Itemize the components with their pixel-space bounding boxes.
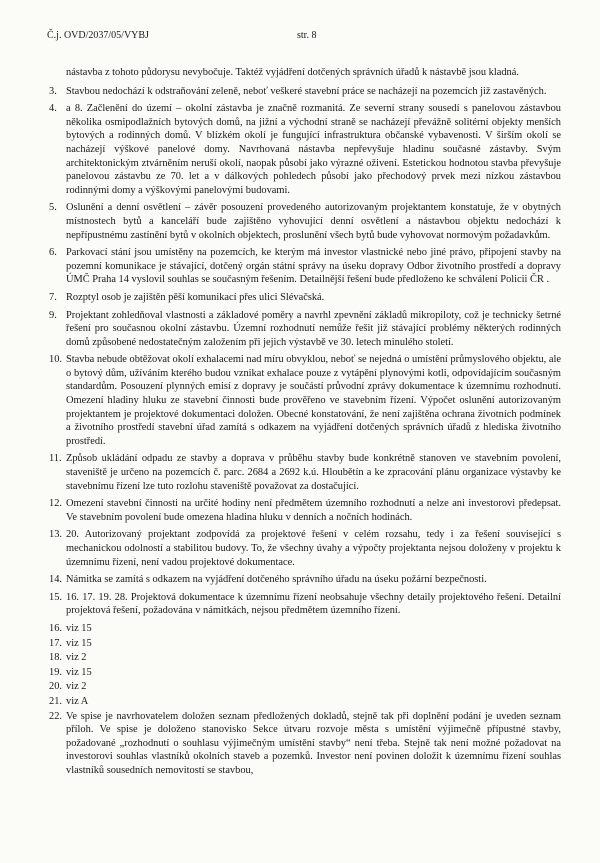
- list-item: [49, 637, 561, 651]
- list-item: [49, 291, 561, 305]
- list-item: [49, 309, 561, 350]
- list-item: [49, 591, 561, 618]
- item-number: 6.: [49, 247, 57, 259]
- item-text: Ve spise je navrhovatelem doložen seznam předložených dokladů, stejně tak při doplnění podání je uveden seznam příloh. Ve spise je doloženo stanovisko Sekce útvaru rozvoje města s umístění výjimečně přípustné stavby, požadované „rozhodnutí o souhlasu výjimečným umístění stavby“ není třeba. Stejně tak není možné požadovat na investorovi souhlas vlastníků okolních staveb a pozemků. Investor není povinen doložit k územnímu řízení souhlas vlastníků sousedních nemovitostí se stavbou,: [66, 710, 561, 776]
- item-text: viz 15: [66, 637, 92, 649]
- list-item: [49, 622, 561, 636]
- item-number: 13.: [49, 529, 62, 541]
- item-number: 12.: [49, 498, 62, 510]
- item-text: Stavba nebude obtěžovat okolí exhalacemi nad míru obvyklou, neboť se nejedná o umístění průmyslového objektu, ale o bytový dům, užíváním kterého budou vznikat exhalace pouze z vytápění plynovými kotli, odpovídajícím současným standardům. Posouzení plynných emisí z dopravy je součástí průvodní zprávy dokumentace k územnímu rozhodnutí. Omezení hladiny hluku ze stavební činnosti bude prověřeno ve stavebním řízení. Výpočet oslunění autorizovaným projektantem je projektové dokumentaci doložen. Obecné konstatování, že není zajištěna ochrana životních podmínek a životního prostředí stavební úřad zamítá s odkazem na vyjádření dotčených správních úřadů z hlediska životního prostředí.: [66, 354, 561, 447]
- list-item: [49, 651, 561, 665]
- item-text: viz 2: [66, 652, 87, 664]
- item-number: 15.: [49, 591, 62, 603]
- list-item: [49, 710, 561, 778]
- item-text: Omezení stavební činnosti na určité hodiny není předmětem územního rozhodnutí a nelze ani investorovi předepsat. Ve stavebním povolení bude omezena hladina hluku v denních a nočních hodinách.: [66, 498, 561, 523]
- item-text: Projektant zohledňoval vlastnosti a základové poměry a navrhl zpevnění základů mikropiloty, což je technicky šetrné řešení pro současnou okolní zástavbu. Územní rozhodnutí nemůže řešit již stávající problémy některých rodinných domů způsobené nedostatečným založením při jejich výstavbě ve 30. letech minulého století.: [66, 309, 561, 348]
- item-text: Rozptyl osob je zajištěn pěší komunikací přes ulici Slévačská.: [66, 291, 325, 303]
- item-text: Parkovací stání jsou umístěny na pozemcích, ke kterým má investor vlastnické nebo jiné právo, připojení stavby na pozemní komunikace je stávající, dotčený orgán státní správy na úseku dopravy Odbor životního prostředí a dopravy ÚMČ Praha 14 vyslovil souhlas se současným řešením. Detailnější řešení bude předloženo ke schválení Policii ČR .: [66, 247, 561, 286]
- list-item: [49, 695, 561, 709]
- item-text: 20. Autorizovaný projektant zodpovídá za projektové řešení v celém rozsahu, tedy i za řešení související s mechanickou odolností a stabilitou budovy. To, že všechny úvahy a výpočty projektanta nejsou doloženy v projektu k územnímu řízení, není vadou projektové dokumentace.: [66, 529, 561, 568]
- item-text: Způsob ukládání odpadu ze stavby a doprava v průběhu stavby bude konkrétně stanoven ve stavebním povolení, staveniště je určeno na pozemcích č. parc. 2684 a 2692 k.ú. Hloubětín a ke zpracování plánu organizace výstavby ke stavebnímu řízení lze tuto rozlohu staveniště považovat za dostačující.: [66, 453, 561, 492]
- item-number: 19.: [49, 666, 62, 678]
- item-number: 3.: [49, 85, 57, 97]
- list-item: [49, 201, 561, 242]
- item-text: Námitka se zamítá s odkazem na vyjádření dotčeného správního úřadu na úseku požární bezpečnosti.: [66, 574, 487, 586]
- item-text: viz A: [66, 695, 89, 707]
- list-item: [49, 246, 561, 287]
- item-text: 16. 17. 19. 28. Projektová dokumentace k územnímu řízení neobsahuje všechny detaily projektového řešení. Detailní projektová řešení, požadována v námitkách, nejsou předmětem územního řízení.: [66, 591, 561, 617]
- list-item: [49, 666, 561, 680]
- item-text: viz 15: [66, 622, 92, 634]
- list-item: [49, 102, 561, 197]
- item-text: a 8. Začlenění do území – okolní zástavba je značně rozmanitá. Ze severní strany sousedí s panelovou zástavbou několika osmipodlažních bytových domů, na jižní a východní straně se nacházejí převážně solitérní objekty menších bytových a rodinných domů. V blízkém okolí je fungující infrastruktura občanské vybavenosti. V širším okolí se nacházejí výškové panelové domy. Navrhovaná nástavba nepřevyšuje hladinu současné zástavby. Svým architektonickým ztvárněním neruší okolí, naopak působí jako výrazné oživení. Estetickou hodnotou stavba převyšuje panelovou zástavbu ze 70. let a v dálkových pohledech působí jako přechodový prvek mezi nízkou zástavbou rodinnými domy a výškovými panelovými budovami.: [66, 103, 561, 196]
- page-number: str. 8: [297, 30, 317, 41]
- list-item: [49, 353, 561, 448]
- item-text: viz 2: [66, 681, 87, 693]
- item-number: 5.: [49, 202, 57, 214]
- item-number: 21.: [49, 695, 62, 707]
- page-header: [47, 30, 560, 44]
- continued-paragraph: nástavba z tohoto půdorysu nevybočuje. Taktéž vyjádření dotčených správních úřadů k nástavbě jsou kladná.: [66, 67, 519, 78]
- numbered-list: [49, 85, 561, 778]
- item-number: 10.: [49, 354, 62, 366]
- item-number: 17.: [49, 637, 62, 649]
- item-number: 14.: [49, 574, 62, 586]
- item-text: viz 15: [66, 666, 92, 678]
- item-number: 22.: [49, 710, 62, 722]
- reference-number: Č.j. OVD/2037/05/VYBJ: [47, 30, 149, 41]
- list-item: [49, 680, 561, 694]
- document-body: [49, 66, 561, 782]
- item-number: 16.: [49, 622, 62, 634]
- list-item: [49, 85, 561, 99]
- list-item: [49, 573, 561, 587]
- list-item: [49, 452, 561, 493]
- item-number: 9.: [49, 309, 57, 321]
- item-number: 20.: [49, 681, 62, 693]
- list-item: [49, 497, 561, 524]
- item-number: 7.: [49, 291, 57, 303]
- item-text: Stavbou nedochází k odstraňování zeleně, neboť veškeré stavební práce se nacházejí na pozemcích již zastavěných.: [66, 85, 547, 97]
- item-number: 4.: [49, 103, 57, 115]
- item-number: 11.: [49, 453, 62, 465]
- list-item: [49, 528, 561, 569]
- item-text: Oslunění a denní osvětlení – závěr posouzení provedeného autorizovaným projektantem konstatuje, že v obytných místnostech bytů a kanceláří bude zajištěno vyhovující denní osvětlení a nástavbou objektu nedochází k nepřípustnému zastínění bytů v okolních objektech, proslunění všech bytů bude vyhovovat normovým požadavkům.: [66, 202, 561, 241]
- item-number: 18.: [49, 652, 62, 664]
